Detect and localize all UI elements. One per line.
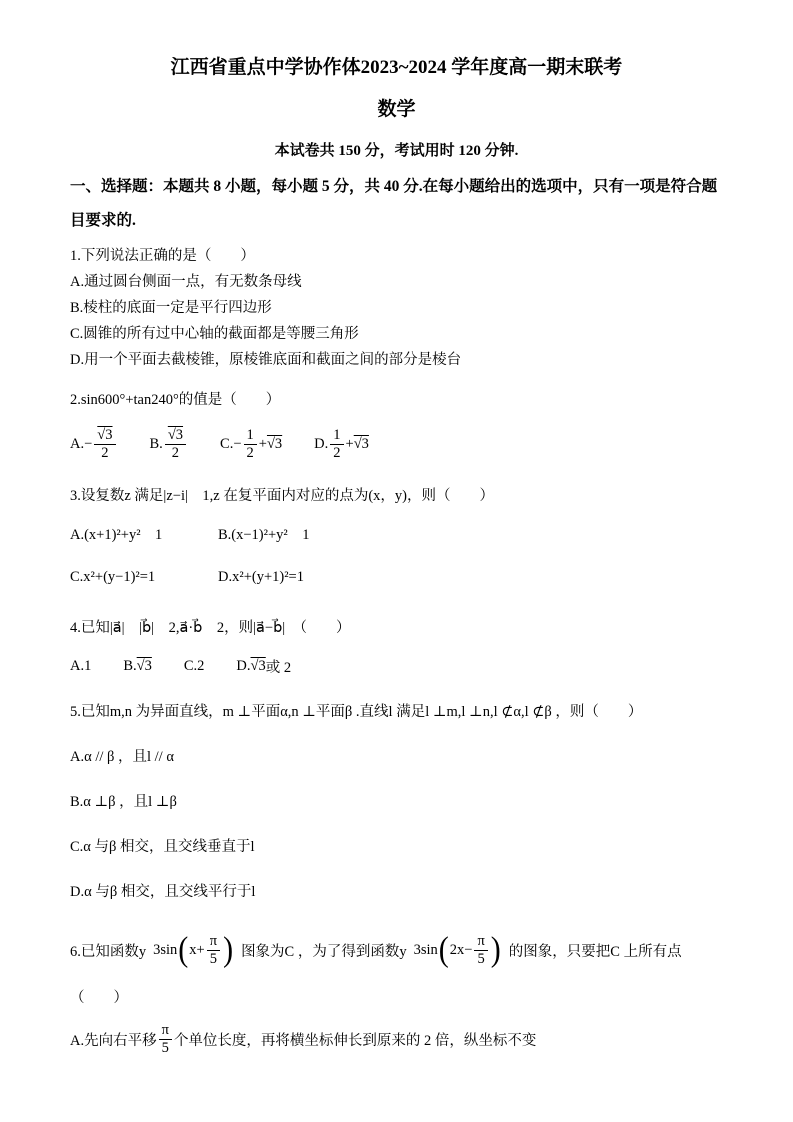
q5-option-a: A.α // β ，且l // α bbox=[70, 749, 174, 765]
q1-option-a: A.通过圆台侧面一点，有无数条母线 bbox=[70, 274, 302, 290]
option-label: B. bbox=[123, 657, 137, 674]
fraction-denominator: 5 bbox=[209, 950, 218, 967]
radical: √3 bbox=[266, 435, 283, 452]
function-name: 3sin bbox=[413, 941, 438, 958]
q6-stem-part1: 6.已知函数y bbox=[70, 943, 147, 960]
fraction-denominator: 5 bbox=[161, 1039, 169, 1056]
q3-option-b: B.(x−1)²+y² 1 bbox=[218, 526, 310, 543]
q6-answer-parens: （ ） bbox=[70, 990, 128, 1006]
q2-stem: 2.sin600°+tan240°的值是（ ） bbox=[70, 392, 281, 408]
section1-heading: 一、选择题：本题共 8 小题，每小题 5 分，共 40 分.在每小题给出的选项中，只有一项是符合题目要求的. bbox=[70, 178, 718, 229]
option-label: D. bbox=[314, 435, 329, 452]
minus-sign: − bbox=[84, 435, 93, 452]
q2-option-c bbox=[220, 427, 282, 461]
fraction-numerator: π bbox=[207, 933, 220, 951]
fraction-denominator: 2 bbox=[333, 444, 341, 461]
q5-option-d: D.α 与β 相交，且交线平行于l bbox=[70, 884, 256, 900]
q3-option-a: A.(x+1)²+y² 1 bbox=[70, 526, 163, 543]
q6-option-a bbox=[70, 1013, 723, 1065]
q3-option-d: D.x²+(y+1)²=1 bbox=[218, 568, 304, 585]
fraction bbox=[94, 427, 115, 461]
q4-option-b bbox=[123, 658, 152, 675]
minus-sign: − bbox=[233, 435, 242, 452]
fraction bbox=[165, 427, 186, 461]
q4-option-c bbox=[184, 658, 205, 675]
q5-stem: 5.已知m,n 为异面直线，m ⊥平面α,n ⊥平面β .直线l 满足l ⊥m,l ⊥n,l ⊄α,l ⊄β ，则（ ） bbox=[70, 704, 643, 720]
plus-sign: + bbox=[345, 435, 354, 452]
formula-body: 2x− bbox=[449, 941, 473, 958]
option-label: C. bbox=[220, 435, 234, 452]
q5-option-c: C.α 与β 相交，且交线垂直于l bbox=[70, 839, 255, 855]
fraction-numerator: √3 bbox=[94, 427, 115, 445]
fraction-numerator: π bbox=[474, 933, 487, 951]
q4-option-a bbox=[70, 658, 91, 675]
close-paren: ) bbox=[490, 930, 501, 969]
plus-sign: + bbox=[258, 435, 267, 452]
q3-options-row1 bbox=[70, 513, 723, 553]
radical: √3 bbox=[353, 435, 369, 452]
fraction-numerator: 1 bbox=[330, 427, 343, 445]
q5-option-b: B.α ⊥β ，且l ⊥β bbox=[70, 794, 177, 810]
q6-formula-2 bbox=[413, 930, 502, 969]
q1-option-c: C.圆锥的所有过中心轴的截面都是等腰三角形 bbox=[70, 326, 359, 342]
q2-options bbox=[70, 419, 723, 469]
option-label: A. bbox=[70, 435, 85, 452]
option-value: 2 bbox=[197, 657, 205, 674]
subject-title: 数学 bbox=[377, 99, 416, 120]
q4-options bbox=[70, 649, 723, 683]
fraction-denominator: 2 bbox=[101, 444, 109, 461]
fraction bbox=[474, 933, 487, 967]
fraction bbox=[207, 933, 220, 967]
q4-stem: 4.已知|a⃗| |b⃗| 2,a⃗·b⃗ 2，则|a⃗−b⃗| （ ） bbox=[70, 620, 351, 636]
q2-option-d bbox=[314, 427, 369, 461]
q3-stem: 3.设复数z 满足|z−i| 1,z 在复平面内对应的点为(x，y)，则（ ） bbox=[70, 488, 494, 504]
option-text-post: 个单位长度，再将横坐标伸长到原来的 2 倍，纵坐标不变 bbox=[173, 1032, 537, 1049]
option-value: 1 bbox=[84, 657, 92, 674]
exam-title: 江西省重点中学协作体2023~2024 学年度高一期末联考 bbox=[170, 57, 623, 78]
q1-option-b: B.棱柱的底面一定是平行四边形 bbox=[70, 300, 272, 316]
fraction bbox=[330, 427, 343, 461]
fraction-numerator: 1 bbox=[244, 427, 257, 445]
q1-stem: 1.下列说法正确的是（ ） bbox=[70, 248, 255, 264]
option-suffix: 或 2 bbox=[265, 659, 292, 676]
q4-option-d bbox=[236, 656, 291, 677]
fraction-numerator: √3 bbox=[165, 427, 186, 445]
q2-option-a bbox=[70, 427, 118, 461]
q1-option-d: D.用一个平面去截棱锥，原棱锥底面和截面之间的部分是棱台 bbox=[70, 352, 462, 368]
option-label: B. bbox=[149, 435, 163, 452]
option-text-pre: A.先向右平移 bbox=[70, 1032, 157, 1049]
q6-formula-1 bbox=[153, 930, 234, 969]
q3-options-row2 bbox=[70, 557, 723, 597]
open-paren: ( bbox=[178, 930, 189, 969]
fraction bbox=[244, 427, 257, 461]
exam-info: 本试卷共 150 分，考试用时 120 分钟. bbox=[274, 143, 519, 159]
q2-option-b bbox=[150, 427, 189, 461]
fraction-denominator: 2 bbox=[171, 444, 180, 461]
open-paren: ( bbox=[438, 930, 449, 969]
fraction bbox=[159, 1022, 172, 1056]
option-label: A. bbox=[70, 657, 85, 674]
radical: √3 bbox=[250, 657, 266, 674]
q3-option-c: C.x²+(y−1)²=1 bbox=[70, 568, 156, 585]
q6-stem-part2: 图象为C ，为了得到函数y bbox=[241, 943, 407, 960]
fraction-denominator: 5 bbox=[477, 950, 485, 967]
option-label: D. bbox=[236, 657, 251, 674]
radical: √3 bbox=[136, 657, 152, 674]
fraction-numerator: π bbox=[159, 1022, 172, 1040]
fraction-denominator: 2 bbox=[246, 444, 254, 461]
option-label: C. bbox=[183, 657, 198, 674]
formula-body: x+ bbox=[189, 941, 205, 958]
q6-stem bbox=[70, 919, 723, 981]
q6-stem-part3: 的图象，只要把C 上所有点 bbox=[508, 943, 682, 960]
close-paren: ) bbox=[223, 930, 234, 969]
function-name: 3sin bbox=[153, 941, 178, 958]
